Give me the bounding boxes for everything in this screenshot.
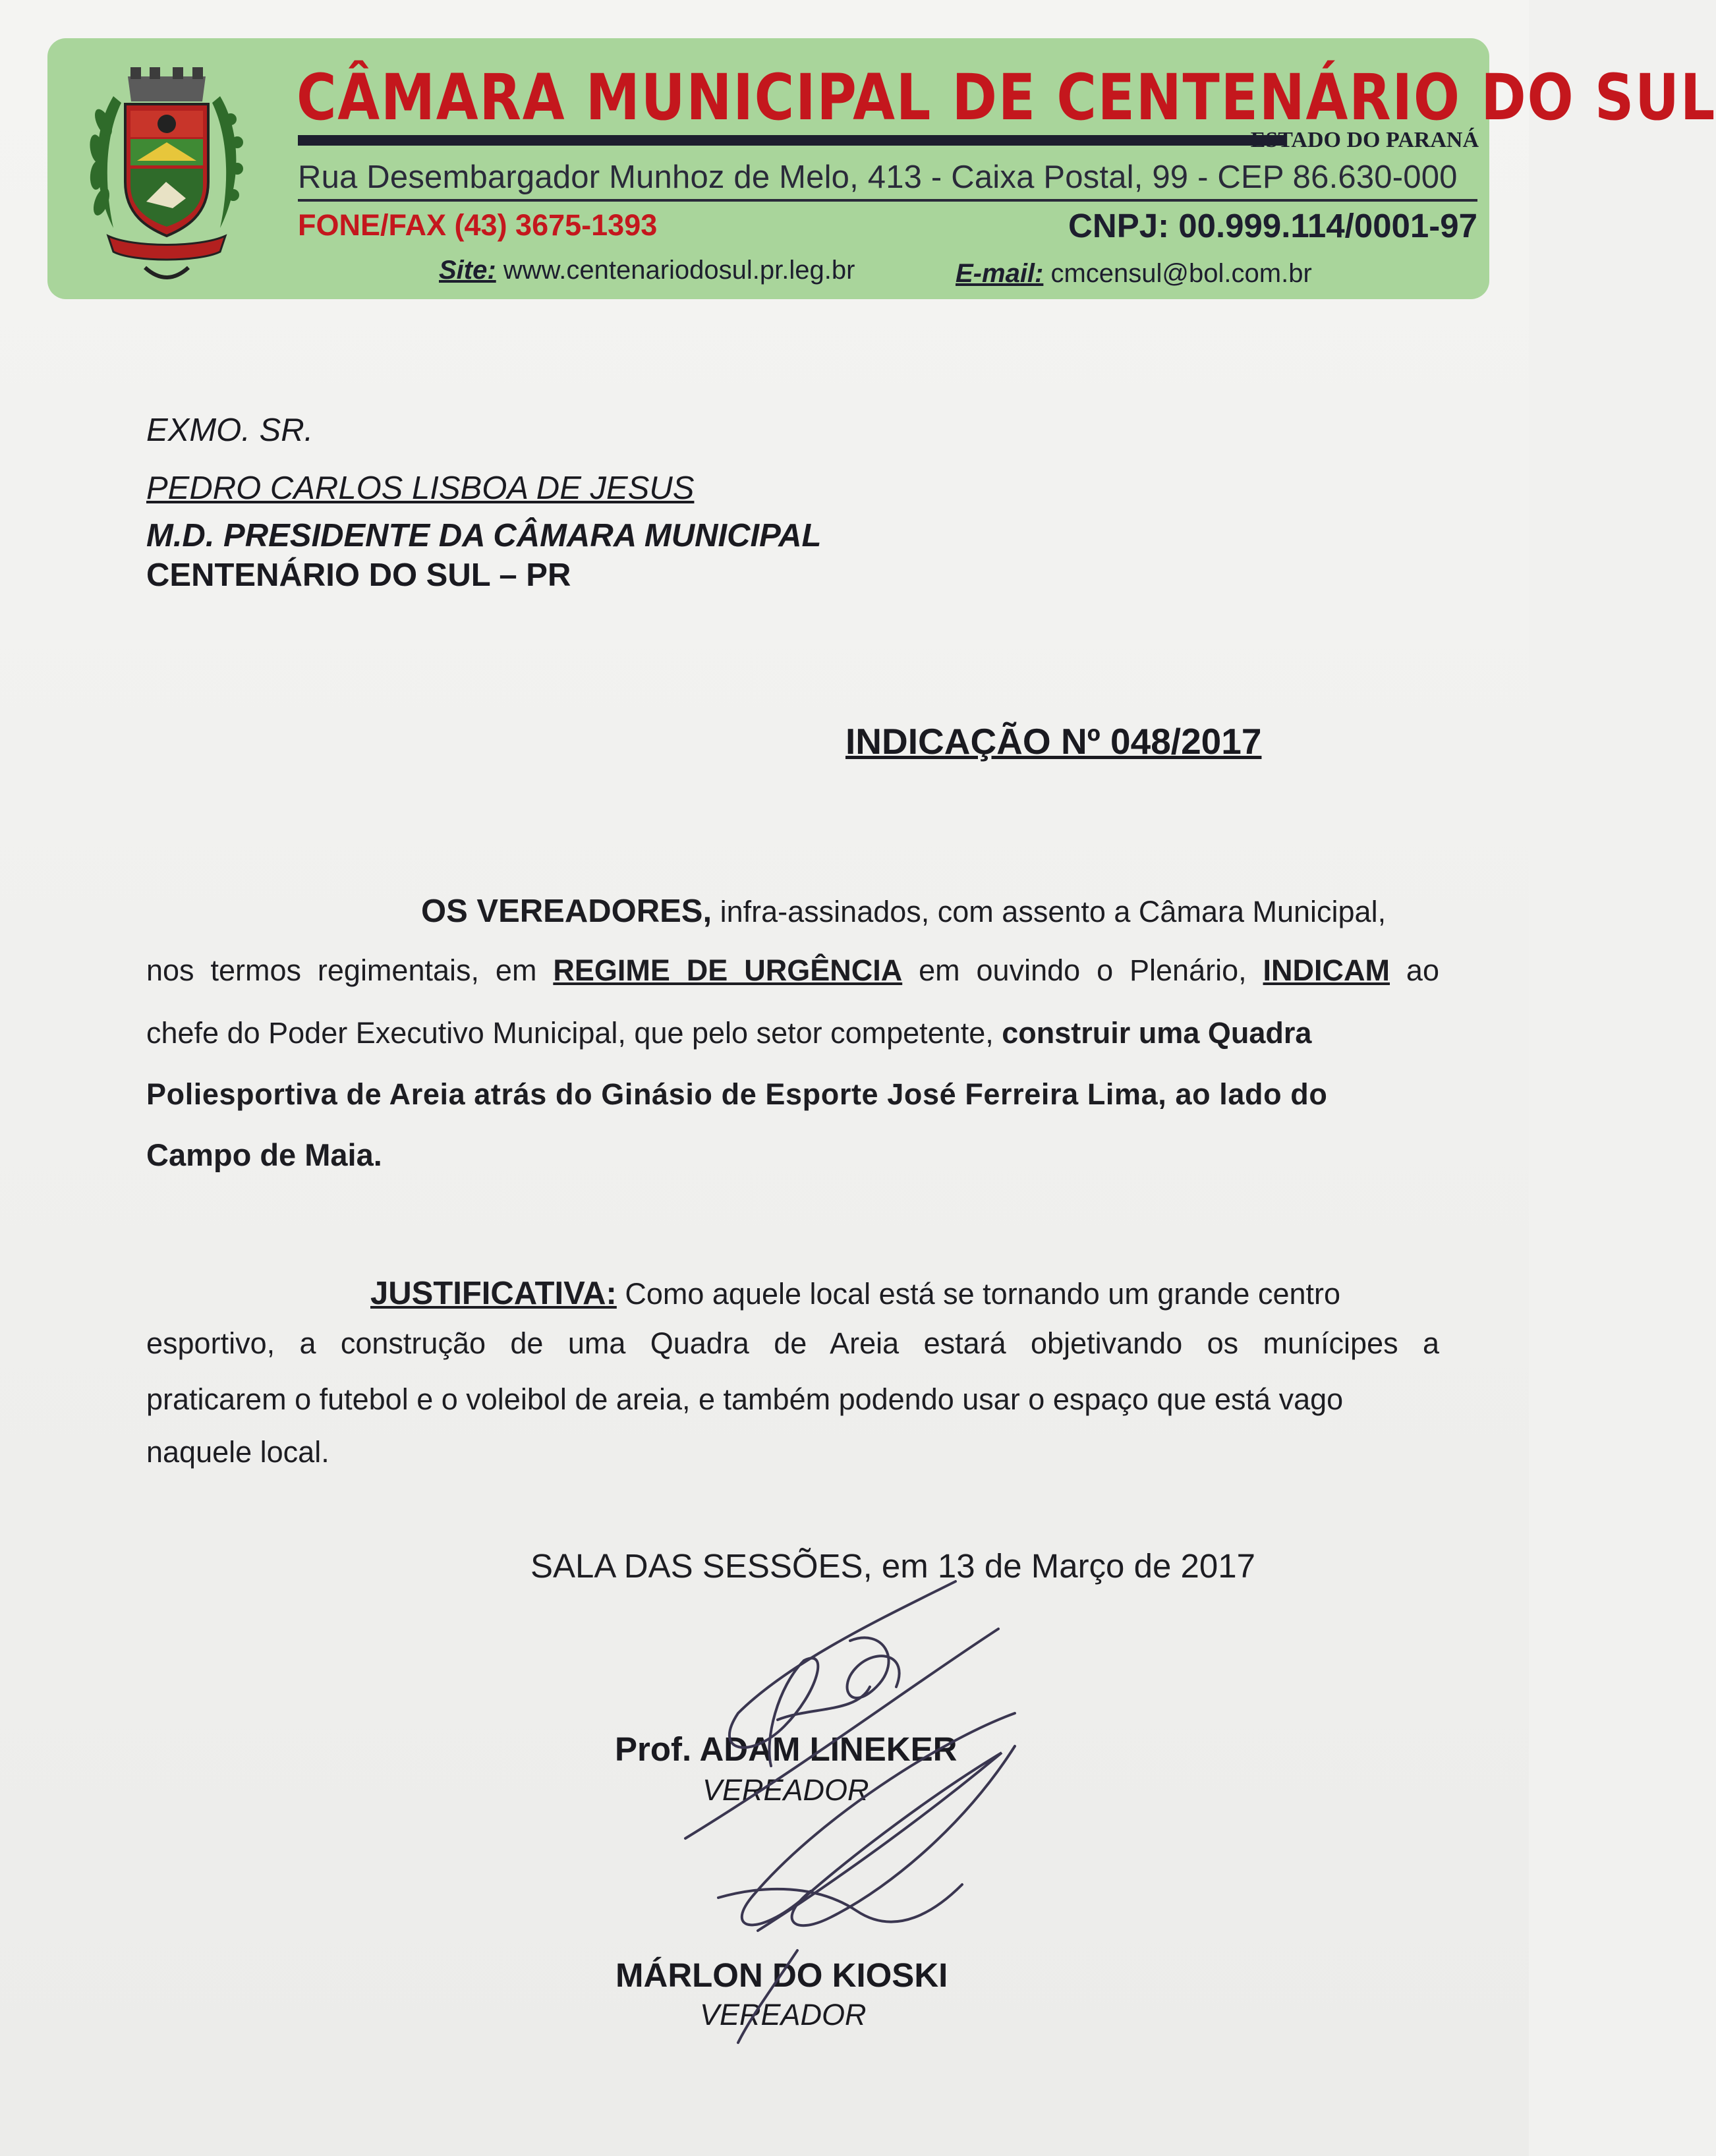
request-bold: Poliesportiva de Areia atrás do Ginásio de Esporte José Ferreira Lima, ao lado do bbox=[146, 1077, 1328, 1111]
paragraph-line: esportivo, a construção de uma Quadra de Areia estará objetivando os munícipes a bbox=[146, 1326, 1439, 1360]
justificativa-label: JUSTIFICATIVA: bbox=[370, 1276, 617, 1311]
signatory-role: VEREADOR bbox=[702, 1773, 869, 1807]
request-bold: Campo de Maia. bbox=[146, 1137, 382, 1172]
signatory-name: Prof. ADAM LINEKER bbox=[615, 1730, 958, 1768]
salutation: EXMO. SR. bbox=[146, 412, 314, 448]
paragraph-line bbox=[146, 1275, 1439, 1315]
line-text: em ouvindo o Plenário, bbox=[902, 953, 1263, 987]
line-text: nos termos regimentais, em bbox=[146, 953, 554, 987]
signatory-name: MÁRLON DO KIOSKI bbox=[615, 1956, 948, 1994]
postal-address: Rua Desembargador Munhoz de Melo, 413 - Caixa Postal, 99 - CEP 86.630-000 bbox=[298, 159, 1458, 195]
document-heading: INDICAÇÃO Nº 048/2017 bbox=[845, 721, 1262, 762]
site-url[interactable]: www.centenariodosul.pr.leg.br bbox=[503, 256, 855, 285]
site-label: Site: bbox=[439, 256, 496, 285]
paragraph-line: praticarem o futebol e o voleibol de areia, e também podendo usar o espaço que está vago bbox=[146, 1382, 1344, 1416]
line-text: Como aquele local está se tornando um grande centro bbox=[616, 1277, 1341, 1311]
title-underline-bar bbox=[298, 135, 1285, 146]
paragraph-line bbox=[146, 1016, 1439, 1056]
email-label: E-mail: bbox=[956, 259, 1044, 288]
paragraph-line bbox=[146, 1077, 1439, 1117]
state-line: ESTADO DO PARANÁ bbox=[1250, 128, 1479, 152]
paragraph-line bbox=[146, 1137, 1439, 1176]
paragraph-line bbox=[146, 953, 1439, 993]
email-line bbox=[956, 259, 1312, 289]
line-text: ao bbox=[1390, 953, 1439, 987]
request-bold: construir uma Quadra bbox=[1002, 1016, 1312, 1050]
line-text: infra-assinados, com assento a Câmara Municipal, bbox=[712, 895, 1387, 928]
email-address[interactable]: cmcensul@bol.com.br bbox=[1050, 259, 1312, 288]
session-date: SALA DAS SESSÕES, em 13 de Março de 2017 bbox=[530, 1547, 1255, 1585]
signatory-role: VEREADOR bbox=[700, 1998, 867, 2031]
addressee-name: PEDRO CARLOS LISBOA DE JESUS bbox=[146, 470, 695, 506]
paragraph-line: naquele local. bbox=[146, 1435, 329, 1469]
coat-of-arms-icon bbox=[67, 50, 265, 295]
addressee-city: CENTENÁRIO DO SUL – PR bbox=[146, 557, 571, 593]
regime-urgencia: REGIME DE URGÊNCIA bbox=[553, 953, 903, 987]
vereadores-lead: OS VEREADORES, bbox=[421, 894, 712, 929]
line-text: chefe do Poder Executivo Municipal, que pelo setor competente, bbox=[146, 1016, 1002, 1050]
address-rule bbox=[298, 199, 1477, 202]
site-line bbox=[439, 256, 855, 285]
addressee-position: M.D. PRESIDENTE DA CÂMARA MUNICIPAL bbox=[146, 518, 822, 553]
organization-name: CÂMARA MUNICIPAL DE CENTENÁRIO DO SUL bbox=[297, 61, 1716, 134]
indicam-keyword: INDICAM bbox=[1263, 953, 1390, 987]
phone-fax: FONE/FAX (43) 3675-1393 bbox=[298, 208, 658, 242]
paragraph-line bbox=[146, 893, 1439, 932]
cnpj-number: CNPJ: 00.999.114/0001-97 bbox=[1068, 207, 1477, 244]
